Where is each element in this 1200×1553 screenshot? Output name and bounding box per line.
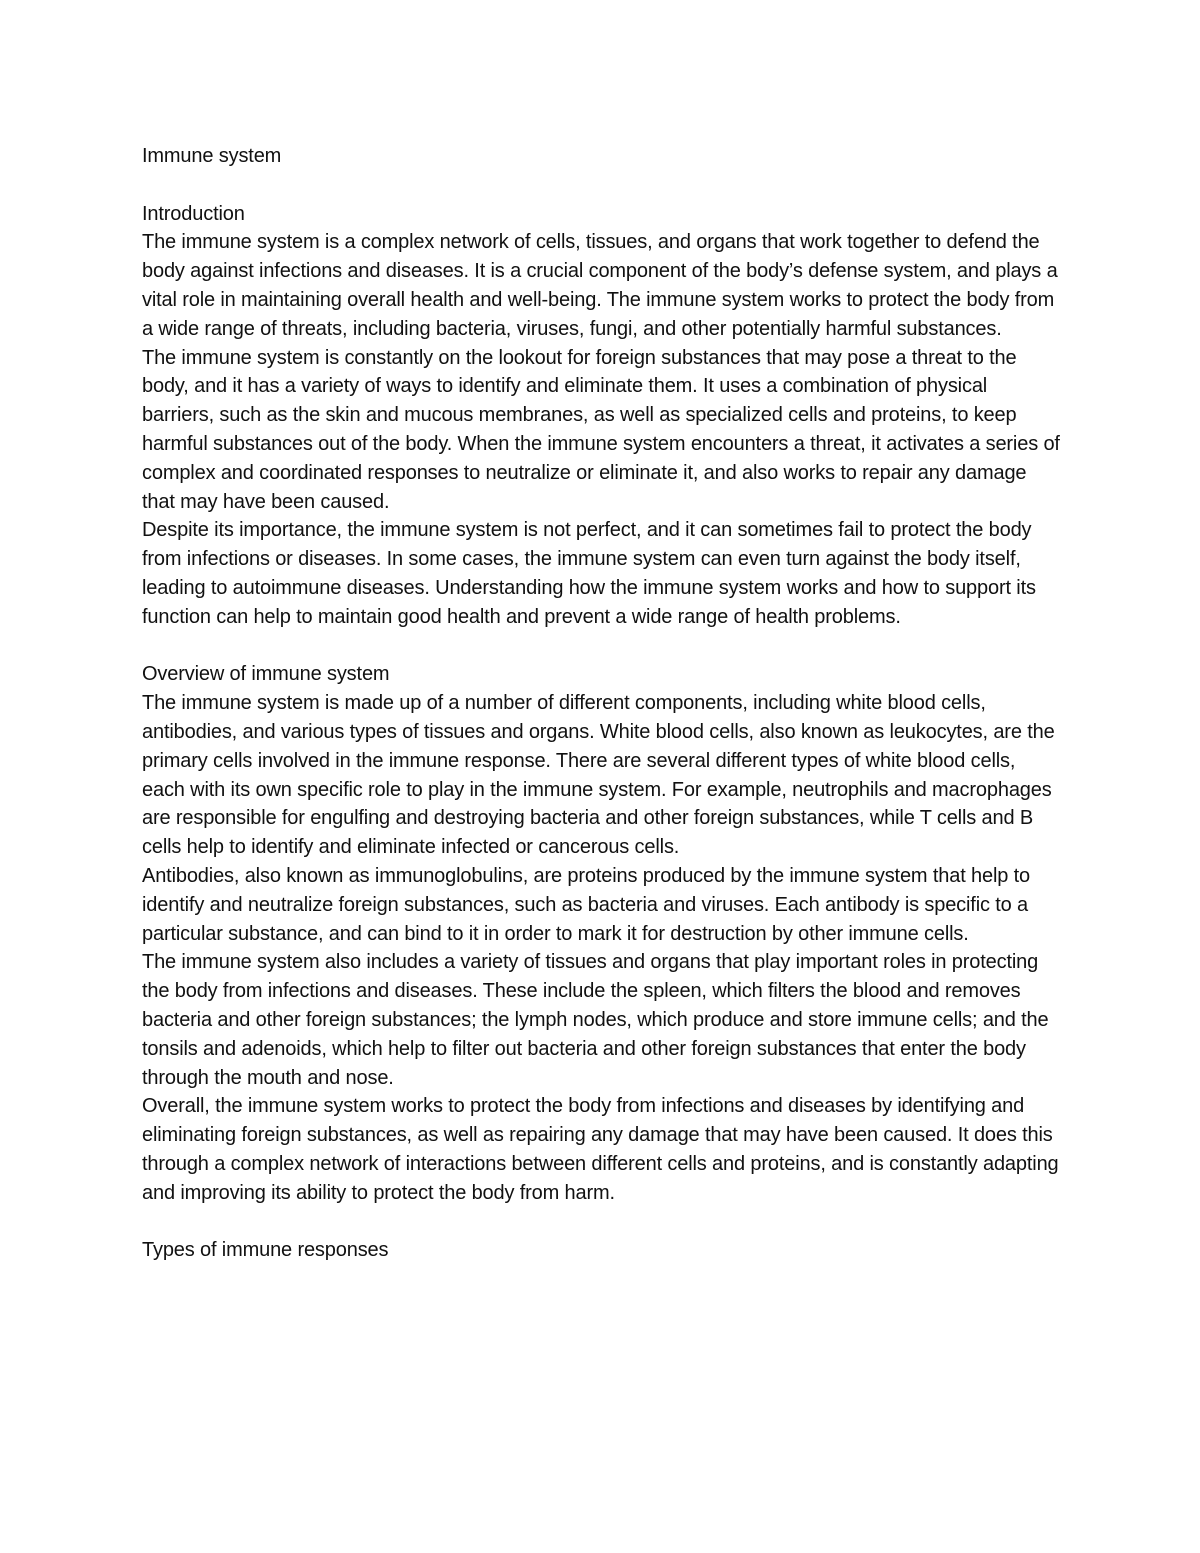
section-heading-types: Types of immune responses xyxy=(142,1239,389,1262)
paragraph: The immune system is a complex network of cells, tissues, and organs that work together to defend the body against infections and diseases. It is a crucial component of the body’s defense system, and plays a vital role in maintaining overall health and well-being. The immune system works to protect the body from a wide range of threats, including bacteria, viruses, fungi, and other potentially harmful substances. xyxy=(142,231,1063,340)
blank-line xyxy=(142,1207,1062,1236)
paragraph: The immune system is made up of a number of different components, including white blood cells, antibodies, and various types of tissues and organs. White blood cells, also known as leukocytes, are the primary cells involved in the immune response. There are several different types of white blood cells, each with its own specific role to play in the immune system. For example, neutrophils and macrophages are responsible for engulfing and destroying bacteria and other foreign substances, while T cells and B cells help to identify and eliminate infected or cancerous cells. xyxy=(142,692,1060,859)
paragraph: Antibodies, also known as immunoglobulins, are proteins produced by the immune system that help to identify and neutralize foreign substances, such as bacteria and viruses. Each antibody is specific to a particular substance, and can bind to it in order to mark it for destruction by other immune cells. xyxy=(142,864,1036,945)
section-heading-overview: Overview of immune system xyxy=(142,663,390,686)
paragraph: Overall, the immune system works to protect the body from infections and diseases by identifying and eliminating foreign substances, as well as repairing any damage that may have been caused. It does this through a complex network of interactions between different cells and proteins, and is constantly adapting and improving its ability to protect the body from harm. xyxy=(142,1095,1064,1204)
blank-line xyxy=(142,171,1062,200)
paragraph: The immune system also includes a variety of tissues and organs that play important roles in protecting the body from infections and diseases. These include the spleen, which filters the blood and removes bacteria and other foreign substances; the lymph nodes, which produce and store immune cells; and the tonsils and adenoids, which help to filter out bacteria and other foreign substances that enter the body through the mouth and nose. xyxy=(142,951,1054,1089)
document-body xyxy=(142,142,1066,1265)
paragraph: Despite its importance, the immune system is not perfect, and it can sometimes fail to protect the body from infections or diseases. In some cases, the immune system can even turn against the body itself, leading to autoimmune diseases. Understanding how the immune system works and how to support its function can help to maintain good health and prevent a wide range of health problems. xyxy=(142,519,1042,628)
section-heading-introduction: Introduction xyxy=(142,202,245,225)
document-title: Immune system xyxy=(142,145,282,167)
blank-line xyxy=(142,632,1062,661)
paragraph: The immune system is constantly on the lookout for foreign substances that may pose a threat to the body, and it has a variety of ways to identify and eliminate them. It uses a combination of physical barriers, such as the skin and mucous membranes, as well as specialized cells and proteins, to keep harmful substances out of the body. When the immune system encounters a threat, it activates a series of complex and coordinated responses to neutralize or eliminate it, and also works to repair any damage that may have been caused. xyxy=(142,346,1066,513)
